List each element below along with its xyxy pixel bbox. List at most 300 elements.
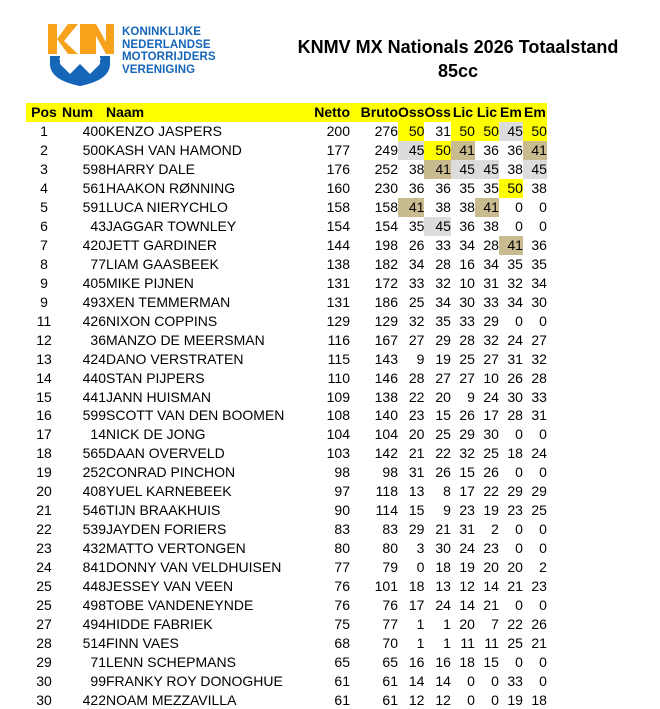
heat-6-cell: 0 (539, 672, 547, 689)
heat-3-cell: 31 (459, 521, 475, 538)
heat-5-cell: 0 (515, 218, 523, 235)
num-cell: 599 (82, 407, 106, 424)
standings-table (26, 103, 547, 709)
heat-4-cell: 0 (491, 672, 499, 689)
num-cell: 441 (82, 388, 106, 405)
pos-cell: 30 (36, 691, 52, 708)
heat-1-cell: 0 (416, 558, 425, 575)
heat-4-cell: 34 (483, 255, 499, 272)
heat-4-cell: 32 (483, 331, 499, 348)
table-row (26, 311, 547, 330)
heat-2-cell: 22 (435, 445, 451, 462)
header-naam: Naam (106, 103, 303, 122)
heat-1-cell: 16 (408, 653, 425, 670)
logo-line: MOTORRIJDERS (122, 51, 216, 64)
pos-cell: 3 (40, 161, 48, 178)
netto-cell: 76 (334, 596, 350, 613)
netto-cell: 90 (334, 502, 350, 519)
pos-cell: 22 (36, 521, 52, 538)
heat-2-cell: 14 (435, 672, 451, 689)
header-heat-4: Lic (476, 104, 498, 121)
heat-5-cell: 23 (507, 502, 523, 519)
heat-6-cell: 50 (523, 122, 547, 141)
netto-cell: 110 (327, 369, 350, 386)
heat-2-cell: 38 (435, 199, 451, 216)
heat-5-cell: 0 (515, 199, 523, 216)
heat-5-cell: 19 (507, 691, 523, 708)
num-cell: 561 (82, 180, 106, 197)
heat-2-cell: 36 (435, 180, 451, 197)
heat-5-cell: 28 (507, 407, 523, 424)
heat-6-cell: 31 (531, 407, 547, 424)
heat-6-cell: 38 (531, 180, 547, 197)
pos-cell: 2 (40, 142, 48, 159)
num-cell: 440 (82, 369, 106, 386)
heat-2-cell: 21 (435, 521, 451, 538)
netto-cell: 129 (326, 312, 350, 329)
heat-3-cell: 24 (459, 540, 475, 557)
name-cell: SCOTT VAN DEN BOOMEN (106, 407, 285, 424)
heat-1-cell: 33 (408, 274, 425, 291)
heat-1-cell: 38 (408, 161, 425, 178)
netto-cell: 144 (326, 237, 350, 254)
netto-cell: 109 (326, 388, 350, 405)
heat-4-cell: 25 (483, 445, 499, 462)
bruto-cell: 65 (382, 653, 398, 670)
heat-2-cell: 31 (435, 123, 451, 140)
header-num: Num (62, 103, 106, 122)
num-cell: 432 (82, 540, 106, 557)
table-row (26, 633, 547, 652)
table-row (26, 501, 547, 520)
heat-1-cell: 1 (416, 615, 425, 632)
header-heat-3: Lic (452, 104, 474, 121)
header-pos: Pos (26, 103, 62, 122)
header-heat-6: Em (524, 104, 546, 121)
heat-5-cell: 0 (515, 426, 523, 443)
logo-line: KONINKLIJKE (122, 26, 202, 38)
pos-cell: 27 (36, 615, 52, 632)
heat-3-cell: 35 (459, 180, 475, 197)
heat-4-cell: 38 (483, 218, 499, 235)
heat-3-cell: 23 (459, 502, 475, 519)
standings-header (26, 103, 547, 122)
heat-4-cell: 41 (475, 198, 499, 217)
table-row (26, 576, 547, 595)
heat-2-cell: 50 (424, 141, 450, 160)
heat-5-cell: 0 (515, 312, 523, 329)
knmv-logo-mark (44, 20, 116, 88)
bruto-cell: 186 (374, 293, 398, 310)
logo-line: NEDERLANDSE (122, 38, 211, 51)
page-title: KNMV MX Nationals 2026 Totaalstand (297, 37, 619, 57)
heat-6-cell: 18 (531, 691, 547, 708)
pos-cell: 23 (36, 540, 52, 557)
pos-cell: 25 (36, 577, 52, 594)
pos-cell: 18 (36, 445, 52, 462)
bruto-cell: 252 (374, 161, 398, 178)
bruto-cell: 80 (382, 540, 398, 557)
heat-4-cell: 15 (483, 653, 499, 670)
heat-1-cell: 17 (408, 596, 425, 613)
heat-2-cell: 32 (435, 274, 451, 291)
heat-4-cell: 26 (483, 464, 499, 481)
netto-cell: 131 (326, 293, 350, 310)
table-row (26, 236, 547, 255)
num-cell: 598 (82, 161, 106, 178)
heat-3-cell: 27 (459, 369, 475, 386)
bruto-cell: 182 (374, 255, 398, 272)
num-cell: 99 (90, 672, 106, 689)
bruto-cell: 83 (382, 521, 398, 538)
num-cell: 494 (82, 615, 106, 632)
netto-cell: 115 (327, 350, 350, 367)
pos-cell: 1 (40, 123, 48, 140)
heat-3-cell: 14 (459, 596, 475, 613)
heat-2-cell: 8 (443, 483, 451, 500)
table-row (26, 330, 547, 349)
heat-1-cell: 41 (398, 198, 424, 217)
heat-4-cell: 2 (491, 521, 499, 538)
heat-2-cell: 30 (435, 540, 451, 557)
heat-5-cell: 29 (507, 483, 523, 500)
heat-5-cell: 18 (507, 445, 523, 462)
heat-1-cell: 15 (408, 502, 425, 519)
header-row (26, 103, 547, 122)
pos-cell: 19 (36, 464, 52, 481)
pos-cell: 16 (36, 407, 52, 424)
heat-3-cell: 50 (451, 122, 475, 141)
heat-4-cell: 19 (483, 502, 499, 519)
name-cell: JAGGAR TOWNLEY (106, 218, 237, 235)
netto-cell: 77 (334, 558, 350, 575)
heat-4-cell: 21 (483, 596, 499, 613)
heat-2-cell: 34 (435, 293, 451, 310)
heat-6-cell: 0 (539, 199, 547, 216)
table-row (26, 558, 547, 577)
heat-5-cell: 50 (499, 179, 523, 198)
heat-5-cell: 0 (515, 464, 523, 481)
bruto-cell: 76 (382, 596, 398, 613)
bruto-cell: 138 (374, 388, 398, 405)
name-cell: YUEL KARNEBEEK (106, 483, 232, 500)
netto-cell: 138 (326, 255, 350, 272)
heat-5-cell: 0 (515, 540, 523, 557)
heat-2-cell: 25 (435, 426, 451, 443)
header-bruto: Bruto (350, 103, 398, 122)
table-row (26, 141, 547, 160)
heat-5-cell: 0 (515, 653, 523, 670)
heat-5-cell: 22 (507, 615, 523, 632)
heat-5-cell: 20 (507, 558, 523, 575)
num-cell: 493 (82, 293, 106, 310)
heat-2-cell: 16 (435, 653, 451, 670)
netto-cell: 177 (326, 142, 350, 159)
heat-1-cell: 36 (408, 180, 425, 197)
pos-cell: 15 (36, 388, 52, 405)
table-row (26, 387, 547, 406)
heat-1-cell: 23 (408, 407, 425, 424)
heat-6-cell: 45 (523, 160, 547, 179)
num-cell: 14 (90, 426, 106, 443)
name-cell: KASH VAN HAMOND (106, 142, 242, 159)
heat-4-cell: 29 (483, 312, 499, 329)
heat-2-cell: 1 (443, 634, 451, 651)
pos-cell: 28 (36, 634, 52, 651)
table-row (26, 539, 547, 558)
pos-cell: 29 (36, 653, 52, 670)
name-cell: KENZO JASPERS (106, 123, 222, 140)
num-cell: 448 (82, 577, 106, 594)
name-cell: XEN TEMMERMAN (106, 293, 231, 310)
table-row (26, 292, 547, 311)
heat-5-cell: 0 (515, 596, 523, 613)
heat-4-cell: 30 (483, 426, 499, 443)
bruto-cell: 79 (382, 558, 398, 575)
heat-2-cell: 15 (435, 407, 451, 424)
heat-1-cell: 34 (408, 255, 425, 272)
num-cell: 422 (82, 691, 106, 708)
heat-6-cell: 23 (531, 577, 547, 594)
table-row (26, 198, 547, 217)
heat-1-cell: 20 (408, 426, 425, 443)
header-heat-5: Em (500, 104, 522, 121)
bruto-cell: 118 (375, 483, 398, 500)
name-cell: LENN SCHEPMANS (106, 653, 236, 670)
netto-cell: 103 (326, 445, 350, 462)
heat-6-cell: 0 (539, 312, 547, 329)
heat-3-cell: 26 (459, 407, 475, 424)
heat-3-cell: 28 (459, 331, 475, 348)
heat-4-cell: 7 (491, 615, 499, 632)
heat-4-cell: 23 (483, 540, 499, 557)
netto-cell: 176 (326, 161, 350, 178)
num-cell: 36 (90, 331, 106, 348)
pos-cell: 13 (36, 350, 52, 367)
pos-cell: 5 (40, 199, 48, 216)
heat-5-cell: 38 (507, 161, 523, 178)
num-cell: 408 (82, 483, 106, 500)
name-cell: HAAKON RØNNING (106, 180, 236, 197)
pos-cell: 25 (36, 596, 52, 613)
heat-4-cell: 10 (483, 369, 499, 386)
heat-3-cell: 38 (459, 199, 475, 216)
netto-cell: 76 (334, 577, 350, 594)
table-row (26, 160, 547, 179)
heat-5-cell: 33 (507, 672, 523, 689)
netto-cell: 131 (326, 274, 350, 291)
heat-6-cell: 29 (531, 483, 547, 500)
heat-5-cell: 24 (507, 331, 523, 348)
heat-3-cell: 18 (459, 653, 475, 670)
standings-body (26, 122, 547, 709)
table-row (26, 255, 547, 274)
logo-kn-letters (48, 24, 114, 54)
name-cell: JETT GARDINER (106, 237, 217, 254)
name-cell: JESSEY VAN VEEN (106, 577, 234, 594)
heat-5-cell: 45 (499, 122, 523, 141)
bruto-cell: 114 (375, 502, 398, 519)
bruto-cell: 146 (374, 369, 398, 386)
netto-cell: 200 (326, 123, 350, 140)
heat-1-cell: 45 (398, 141, 424, 160)
netto-cell: 75 (334, 615, 350, 632)
header-netto: Netto (303, 103, 350, 122)
num-cell: 565 (82, 445, 106, 462)
netto-cell: 108 (326, 407, 350, 424)
num-cell: 424 (82, 350, 106, 367)
heat-3-cell: 41 (451, 141, 475, 160)
heat-4-cell: 33 (483, 293, 499, 310)
table-row (26, 444, 547, 463)
name-cell: DANO VERSTRATEN (106, 350, 244, 367)
netto-cell: 160 (326, 180, 350, 197)
bruto-cell: 101 (374, 577, 398, 594)
netto-cell: 158 (326, 199, 350, 216)
table-row (26, 217, 547, 236)
heat-1-cell: 22 (408, 388, 425, 405)
heat-3-cell: 15 (459, 464, 475, 481)
heat-3-cell: 0 (467, 672, 475, 689)
table-row (26, 463, 547, 482)
heat-6-cell: 36 (531, 237, 547, 254)
heat-5-cell: 25 (507, 634, 523, 651)
header-heat-1: Oss (398, 104, 425, 121)
name-cell: NOAM MEZZAVILLA (106, 691, 237, 708)
pos-cell: 4 (40, 180, 48, 197)
heat-4-cell: 28 (483, 237, 499, 254)
num-cell: 841 (82, 558, 106, 575)
heat-4-cell: 0 (491, 691, 499, 708)
bruto-cell: 104 (374, 426, 398, 443)
name-cell: MATTO VERTONGEN (106, 540, 246, 557)
heat-3-cell: 34 (459, 237, 475, 254)
num-cell: 426 (82, 312, 106, 329)
name-cell: CONRAD PINCHON (106, 464, 236, 481)
heat-6-cell: 21 (531, 634, 547, 651)
num-cell: 71 (90, 653, 106, 670)
heat-6-cell: 34 (531, 274, 547, 291)
pos-cell: 21 (36, 502, 52, 519)
heat-3-cell: 11 (460, 634, 475, 651)
name-cell: TIJN BRAAKHUIS (106, 502, 221, 519)
heat-1-cell: 28 (408, 369, 425, 386)
bruto-cell: 61 (382, 691, 398, 708)
heat-3-cell: 25 (459, 350, 475, 367)
pos-cell: 12 (36, 331, 52, 348)
num-cell: 500 (82, 142, 106, 159)
bruto-cell: 158 (374, 199, 398, 216)
netto-cell: 154 (326, 218, 350, 235)
bruto-cell: 172 (374, 274, 398, 291)
pos-cell: 8 (40, 255, 48, 272)
name-cell: NICK DE JONG (106, 426, 206, 443)
heat-4-cell: 36 (483, 142, 499, 159)
class-subtitle: 85cc (437, 61, 479, 81)
netto-cell: 61 (334, 691, 350, 708)
bruto-cell: 143 (374, 350, 398, 367)
num-cell: 252 (82, 464, 106, 481)
heat-4-cell: 22 (483, 483, 499, 500)
num-cell: 546 (82, 502, 106, 519)
heat-6-cell: 32 (531, 350, 547, 367)
table-row (26, 406, 547, 425)
heat-6-cell: 33 (531, 388, 547, 405)
heat-1-cell: 13 (408, 483, 425, 500)
heat-5-cell: 36 (507, 142, 523, 159)
heat-3-cell: 10 (459, 274, 475, 291)
heat-1-cell: 14 (408, 672, 425, 689)
bruto-cell: 61 (382, 672, 398, 689)
heat-1-cell: 31 (408, 464, 425, 481)
heat-3-cell: 17 (459, 483, 475, 500)
heat-1-cell: 1 (416, 634, 425, 651)
table-row (26, 671, 547, 690)
name-cell: DONNY VAN VELDHUISEN (106, 558, 282, 575)
num-cell: 405 (82, 274, 106, 291)
name-cell: NIXON COPPINS (106, 312, 218, 329)
bruto-cell: 276 (374, 123, 398, 140)
heat-2-cell: 28 (435, 255, 451, 272)
logo-m-shield (50, 56, 110, 86)
heat-6-cell: 28 (531, 369, 547, 386)
bruto-cell: 77 (382, 615, 398, 632)
name-cell: FRANKY ROY DONOGHUE (106, 672, 283, 689)
pos-cell: 9 (40, 293, 48, 310)
heat-1-cell: 25 (408, 293, 425, 310)
netto-cell: 83 (334, 521, 350, 538)
heat-5-cell: 34 (507, 293, 523, 310)
bruto-cell: 98 (382, 464, 398, 481)
heat-5-cell: 41 (499, 236, 523, 255)
name-cell: STAN PIJPERS (106, 369, 205, 386)
table-row (26, 690, 547, 709)
heat-4-cell: 31 (483, 274, 499, 291)
logo-text (122, 26, 216, 76)
num-cell: 514 (82, 634, 106, 651)
heat-5-cell: 30 (507, 388, 523, 405)
heat-6-cell: 30 (531, 293, 547, 310)
heat-3-cell: 19 (459, 558, 475, 575)
pos-cell: 7 (40, 237, 48, 254)
knmv-logo (44, 20, 254, 90)
heat-4-cell: 27 (483, 350, 499, 367)
bruto-cell: 140 (374, 407, 398, 424)
name-cell: LIAM GAASBEEK (106, 255, 219, 272)
heat-6-cell: 0 (539, 540, 547, 557)
table-row (26, 368, 547, 387)
heat-6-cell: 25 (531, 502, 547, 519)
name-cell: MANZO DE MEERSMAN (106, 331, 265, 348)
heat-2-cell: 41 (424, 160, 450, 179)
heat-3-cell: 20 (459, 615, 475, 632)
heat-3-cell: 45 (451, 160, 475, 179)
heat-2-cell: 35 (435, 312, 451, 329)
heat-6-cell: 0 (539, 521, 547, 538)
heat-2-cell: 20 (435, 388, 451, 405)
heat-6-cell: 41 (523, 141, 547, 160)
num-cell: 400 (82, 123, 106, 140)
header-heat-2: Oss (424, 104, 451, 121)
table-row (26, 425, 547, 444)
heat-5-cell: 31 (507, 350, 523, 367)
num-cell: 77 (90, 255, 106, 272)
heat-1-cell: 18 (408, 577, 425, 594)
heat-3-cell: 32 (459, 445, 475, 462)
heat-4-cell: 24 (483, 388, 499, 405)
bruto-cell: 70 (382, 634, 398, 651)
heat-1-cell: 29 (408, 521, 425, 538)
